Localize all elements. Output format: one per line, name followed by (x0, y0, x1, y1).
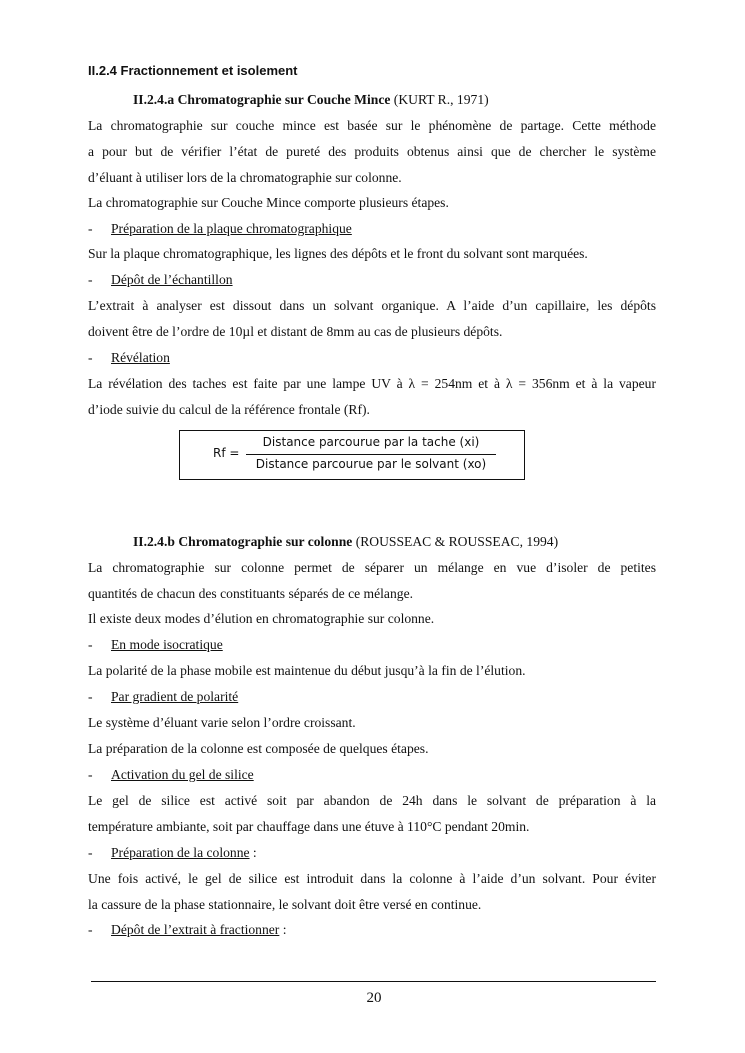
paragraph-line: d’éluant à utiliser lors de la chromatographie sur colonne. (88, 170, 402, 185)
paragraph-line: La chromatographie sur colonne permet de séparer un mélange en vue d’isoler de petites (88, 560, 656, 575)
paragraph-line: a pour but de vérifier l’état de pureté des produits obtenus ainsi que de chercher le système (88, 144, 656, 159)
subsection-b-reference: (ROUSSEAC & ROUSSEAC, 1994) (352, 534, 559, 549)
page-number: 20 (366, 990, 382, 1006)
footer-rule (91, 981, 656, 982)
paragraph-line: la cassure de la phase stationnaire, le solvant doit être versé en continue. (88, 897, 482, 912)
formula-numerator: Distance parcourue par la tache (xi) (262, 435, 480, 449)
paragraph-line: La préparation de la colonne est composée de quelques étapes. (88, 741, 429, 756)
subsection-b-title: II.2.4.b Chromatographie sur colonne (133, 534, 353, 549)
bullet-heading: Préparation de la plaque chromatographique (111, 221, 352, 236)
rf-formula-box (179, 430, 525, 480)
paragraph-line: La révélation des taches est faite par une lampe UV à λ = 254nm et à λ = 356nm et à la vapeur (88, 376, 656, 391)
paragraph-line: quantités de chacun des constituants séparés de ce mélange. (88, 586, 413, 601)
paragraph-line: La chromatographie sur Couche Mince comporte plusieurs étapes. (88, 195, 449, 210)
subsection-a-heading (133, 92, 653, 108)
formula-label: Rf = (213, 446, 240, 460)
bullet-heading: Dépôt de l’échantillon (111, 272, 233, 287)
paragraph-line: doivent être de l’ordre de 10µl et distant de 8mm au cas de plusieurs dépôts. (88, 324, 503, 339)
paragraph-line: La chromatographie sur couche mince est basée sur le phénomène de partage. Cette méthode (88, 118, 656, 133)
paragraph-line: L’extrait à analyser est dissout dans un solvant organique. A l’aide d’un capillaire, les dépôts (88, 298, 656, 313)
bullet-marker: - (88, 767, 93, 782)
bullet-heading: Dépôt de l’extrait à fractionner (111, 922, 280, 937)
bullet-marker: - (88, 221, 93, 236)
bullet-heading-with-colon (111, 922, 287, 938)
subsection-a-title: II.2.4.a Chromatographie sur Couche Mince (133, 92, 391, 107)
paragraph-line: Le gel de silice est activé soit par abandon de 24h dans le solvant de préparation à la (88, 793, 656, 808)
bullet-marker: - (88, 350, 93, 365)
paragraph-line: La polarité de la phase mobile est maintenue du début jusqu’à la fin de l’élution. (88, 663, 526, 678)
bullet-heading-with-colon (111, 845, 257, 861)
formula-denominator: Distance parcourue par le solvant (xo) (255, 457, 487, 471)
fraction-bar (246, 454, 496, 455)
paragraph-line: Une fois activé, le gel de silice est introduit dans la colonne à l’aide d’un solvant. Pour éviter (88, 871, 656, 886)
bullet-heading: Révélation (111, 350, 170, 365)
bullet-heading: Préparation de la colonne (111, 845, 250, 860)
paragraph-line: Il existe deux modes d’élution en chromatographie sur colonne. (88, 611, 435, 626)
bullet-marker: - (88, 845, 93, 860)
paragraph-line: Sur la plaque chromatographique, les lignes des dépôts et le front du solvant sont marquées. (88, 246, 588, 261)
bullet-marker: - (88, 272, 93, 287)
bullet-marker: - (88, 922, 93, 937)
paragraph-line: d’iode suivie du calcul de la référence frontale (Rf). (88, 402, 370, 417)
bullet-heading: Activation du gel de silice (111, 767, 254, 782)
bullet-heading: En mode isocratique (111, 637, 223, 652)
bullet-marker: - (88, 637, 93, 652)
subsection-b-heading (133, 534, 653, 550)
bullet-marker: - (88, 689, 93, 704)
section-heading: II.2.4 Fractionnement et isolement (88, 63, 298, 78)
bullet-heading: Par gradient de polarité (111, 689, 239, 704)
paragraph-line: Le système d’éluant varie selon l’ordre croissant. (88, 715, 356, 730)
bullet-suffix: : (279, 922, 287, 937)
subsection-a-reference: (KURT R., 1971) (390, 92, 489, 107)
bullet-suffix: : (249, 845, 257, 860)
paragraph-line: température ambiante, soit par chauffage dans une étuve à 110°C pendant 20min. (88, 819, 530, 834)
